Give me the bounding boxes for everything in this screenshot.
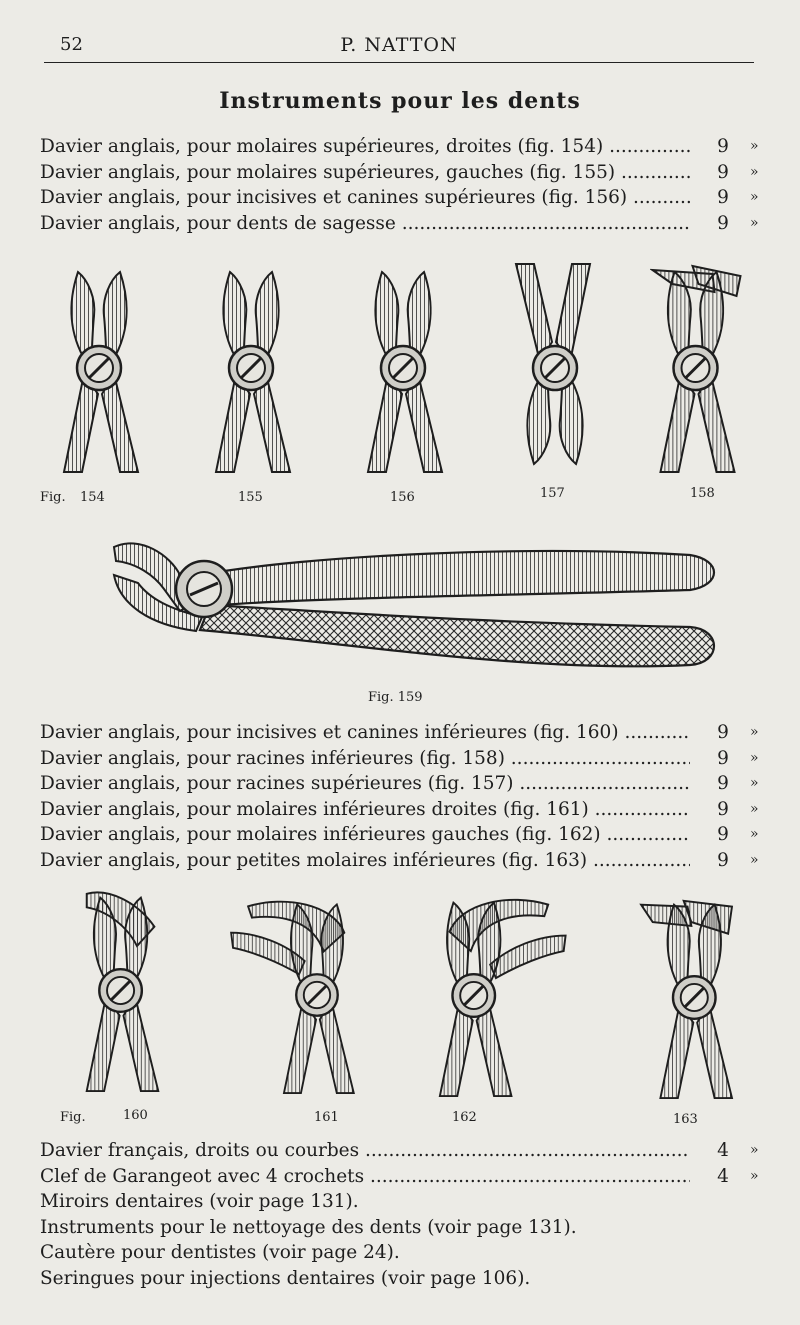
list-item bbox=[40, 746, 775, 772]
list-item bbox=[40, 1138, 775, 1164]
item-description: Davier anglais, pour racines inférieures (fig. 158) ..... bbox=[40, 746, 690, 772]
list-item bbox=[40, 822, 775, 848]
item-price: 4 bbox=[715, 1138, 731, 1164]
page-header bbox=[44, 30, 754, 63]
item-price: 9 bbox=[715, 160, 731, 186]
forceps-illustration-159 bbox=[110, 535, 722, 685]
item-description: Davier français, droits ou courbes ..... bbox=[40, 1138, 690, 1164]
item-price-unit: » bbox=[750, 1138, 770, 1164]
item-description: Davier anglais, pour molaires supérieures, droites (fig. 154) ..... bbox=[40, 134, 690, 160]
forceps-illustration-160 bbox=[70, 888, 175, 1093]
figure-caption-158: 158 bbox=[690, 486, 715, 501]
item-price-unit: » bbox=[750, 746, 770, 772]
item-price-unit: » bbox=[750, 771, 770, 797]
item-price: 9 bbox=[715, 746, 731, 772]
item-price-unit: » bbox=[750, 134, 770, 160]
figure-caption-162: 162 bbox=[452, 1110, 477, 1125]
price-list-middle bbox=[40, 720, 775, 873]
running-title: P. NATTON bbox=[340, 34, 458, 56]
item-description: Davier anglais, pour molaires supérieures, gauches (fig. 155) ..... bbox=[40, 160, 690, 186]
list-item bbox=[40, 1164, 775, 1190]
item-price: 9 bbox=[715, 822, 731, 848]
item-price-unit: » bbox=[750, 797, 770, 823]
forceps-illustration-162 bbox=[420, 893, 570, 1098]
list-item bbox=[40, 797, 775, 823]
figure-caption-159: Fig. 159 bbox=[368, 690, 423, 705]
forceps-illustration-163 bbox=[630, 895, 745, 1100]
item-price: 9 bbox=[715, 185, 731, 211]
item-price-unit: » bbox=[750, 185, 770, 211]
figure-caption-160: 160 bbox=[123, 1108, 148, 1123]
item-price-unit: » bbox=[750, 160, 770, 186]
item-price: 9 bbox=[715, 134, 731, 160]
item-price: 9 bbox=[715, 771, 731, 797]
list-item bbox=[40, 185, 775, 211]
item-description: Davier anglais, pour incisives et canines inférieures (fig. 160) ..... bbox=[40, 720, 690, 746]
forceps-illustration-155 bbox=[208, 262, 298, 474]
item-description: Davier anglais, pour molaires inférieures droites (fig. 161) ..... bbox=[40, 797, 690, 823]
forceps-illustration-156 bbox=[360, 262, 450, 474]
figure-caption-155: 155 bbox=[238, 490, 263, 505]
list-item bbox=[40, 160, 775, 186]
reference-notes bbox=[40, 1189, 775, 1291]
list-item bbox=[40, 848, 775, 874]
item-price-unit: » bbox=[750, 720, 770, 746]
forceps-illustration-157 bbox=[508, 262, 598, 474]
item-price-unit: » bbox=[750, 211, 770, 237]
figure-caption-161: 161 bbox=[314, 1110, 339, 1125]
list-item bbox=[40, 134, 775, 160]
item-price: 9 bbox=[715, 720, 731, 746]
figure-caption-154: 154 bbox=[80, 490, 105, 505]
item-price-unit: » bbox=[750, 1164, 770, 1190]
section-title: Instruments pour les dents bbox=[219, 88, 581, 114]
price-list-upper bbox=[40, 134, 775, 236]
forceps-illustration-154 bbox=[56, 262, 146, 474]
item-description: Davier anglais, pour molaires inférieures gauches (fig. 162) ..... bbox=[40, 822, 690, 848]
forceps-illustration-158 bbox=[650, 262, 745, 474]
item-price: 9 bbox=[715, 797, 731, 823]
page-number: 52 bbox=[60, 34, 83, 55]
item-price: 9 bbox=[715, 211, 731, 237]
list-item bbox=[40, 211, 775, 237]
item-price: 9 bbox=[715, 848, 731, 874]
item-price: 4 bbox=[715, 1164, 731, 1190]
list-item bbox=[40, 720, 775, 746]
item-description: Davier anglais, pour racines supérieures (fig. 157) ..... bbox=[40, 771, 690, 797]
item-description: Davier anglais, pour dents de sagesse ..... bbox=[40, 211, 690, 237]
figure-caption-156: 156 bbox=[390, 490, 415, 505]
figure-caption-prefix: Fig. bbox=[60, 1110, 86, 1125]
list-item bbox=[40, 771, 775, 797]
item-description: Clef de Garangeot avec 4 crochets ..... bbox=[40, 1164, 690, 1190]
reference-line: Cautère pour dentistes (voir page 24). bbox=[40, 1242, 400, 1263]
item-price-unit: » bbox=[750, 822, 770, 848]
item-price-unit: » bbox=[750, 848, 770, 874]
reference-line: Seringues pour injections dentaires (voir page 106). bbox=[40, 1267, 531, 1289]
item-description: Davier anglais, pour incisives et canines supérieures (fig. 156) ..... bbox=[40, 185, 690, 211]
figure-caption-163: 163 bbox=[673, 1112, 698, 1127]
price-list-lower bbox=[40, 1138, 775, 1189]
figure-caption-prefix: Fig. bbox=[40, 490, 66, 505]
item-description: Davier anglais, pour petites molaires inférieures (fig. 163) ..... bbox=[40, 848, 690, 874]
reference-line: Instruments pour le nettoyage des dents (voir page 131). bbox=[40, 1216, 577, 1238]
figure-caption-157: 157 bbox=[540, 486, 565, 501]
reference-line: Miroirs dentaires (voir page 131). bbox=[40, 1191, 359, 1212]
forceps-illustration-161 bbox=[225, 895, 375, 1095]
